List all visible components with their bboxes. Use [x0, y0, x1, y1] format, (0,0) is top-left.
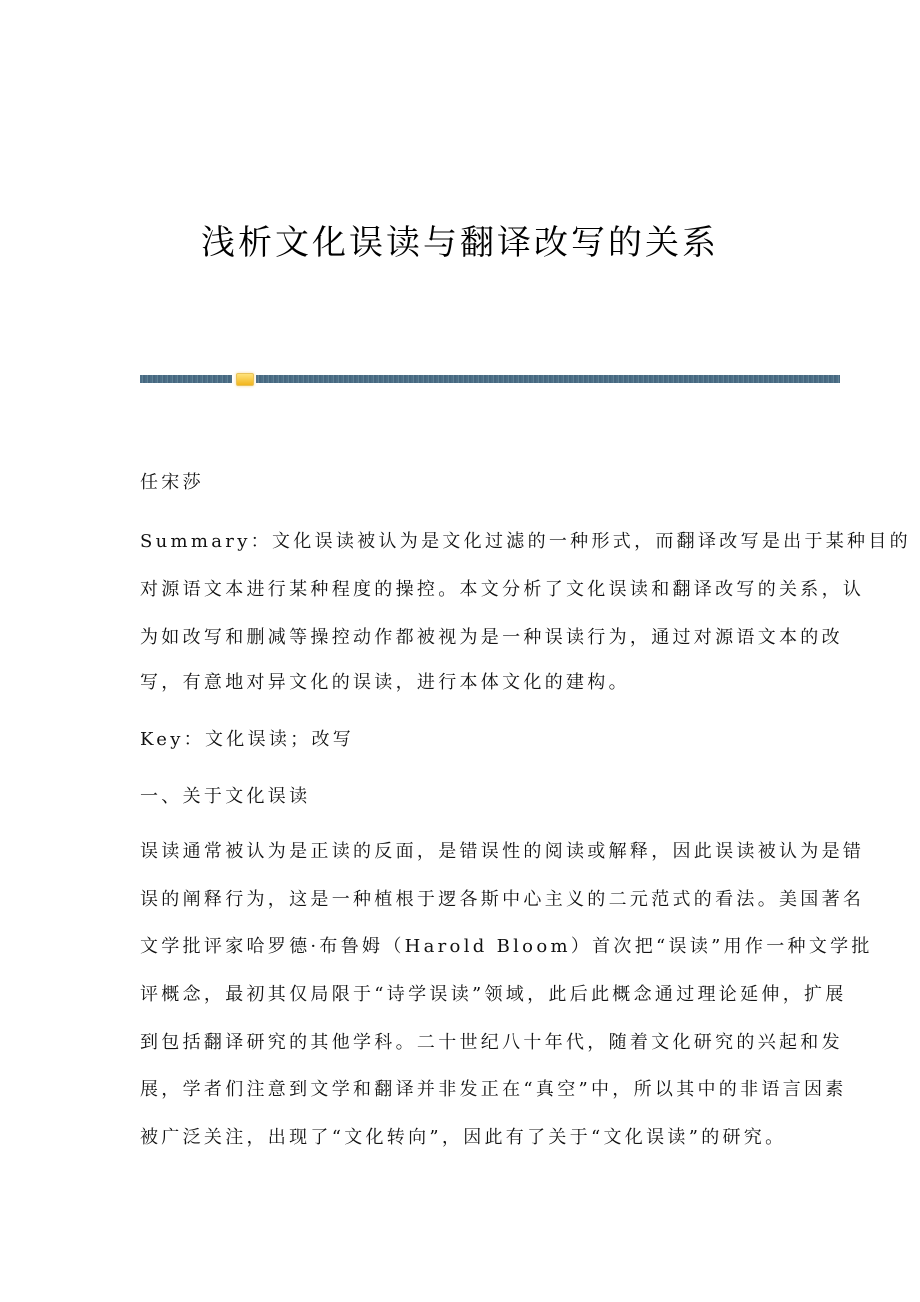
- summary-line: 对源语文本进行某种程度的操控。本文分析了文化误读和翻译改写的关系，认: [140, 579, 865, 600]
- summary-line: 写，有意地对异文化的误读，进行本体文化的建构。: [140, 672, 630, 693]
- paragraph-line: 误的阐释行为，这是一种植根于逻各斯中心主义的二元范式的看法。美国著名: [140, 889, 865, 910]
- document-title: 浅析文化误读与翻译改写的关系: [201, 223, 719, 263]
- section-heading: 一、关于文化误读: [140, 786, 311, 807]
- paragraph-line: 到包括翻译研究的其他学科。二十世纪八十年代，随着文化研究的兴起和发: [140, 1032, 843, 1053]
- summary-line: 为如改写和删减等操控动作都被视为是一种误读行为，通过对源语文本的改: [140, 627, 843, 648]
- author-name: 任宋莎: [140, 472, 204, 493]
- gold-bar-icon: [236, 373, 254, 386]
- summary-line: Summary：文化误读被认为是文化过滤的一种形式，而翻译改写是出于某种目的: [140, 531, 911, 552]
- title-divider-left: [140, 375, 232, 383]
- paragraph-line: 展，学者们注意到文学和翻译并非发正在“真空”中，所以其中的非语言因素: [140, 1079, 847, 1100]
- paragraph-line: 评概念，最初其仅局限于“诗学误读”领域，此后此概念通过理论延伸，扩展: [140, 984, 847, 1005]
- keywords: Key：文化误读；改写: [140, 729, 355, 750]
- paragraph-line: 被广泛关注，出现了“文化转向”，因此有了关于“文化误读”的研究。: [140, 1127, 787, 1148]
- paragraph-line: 文学批评家哈罗德·布鲁姆（Harold Bloom）首次把“误读”用作一种文学批: [140, 936, 873, 957]
- paragraph-line: 误读通常被认为是正读的反面，是错误性的阅读或解释，因此误读被认为是错: [140, 841, 865, 862]
- title-divider-right: [256, 375, 840, 383]
